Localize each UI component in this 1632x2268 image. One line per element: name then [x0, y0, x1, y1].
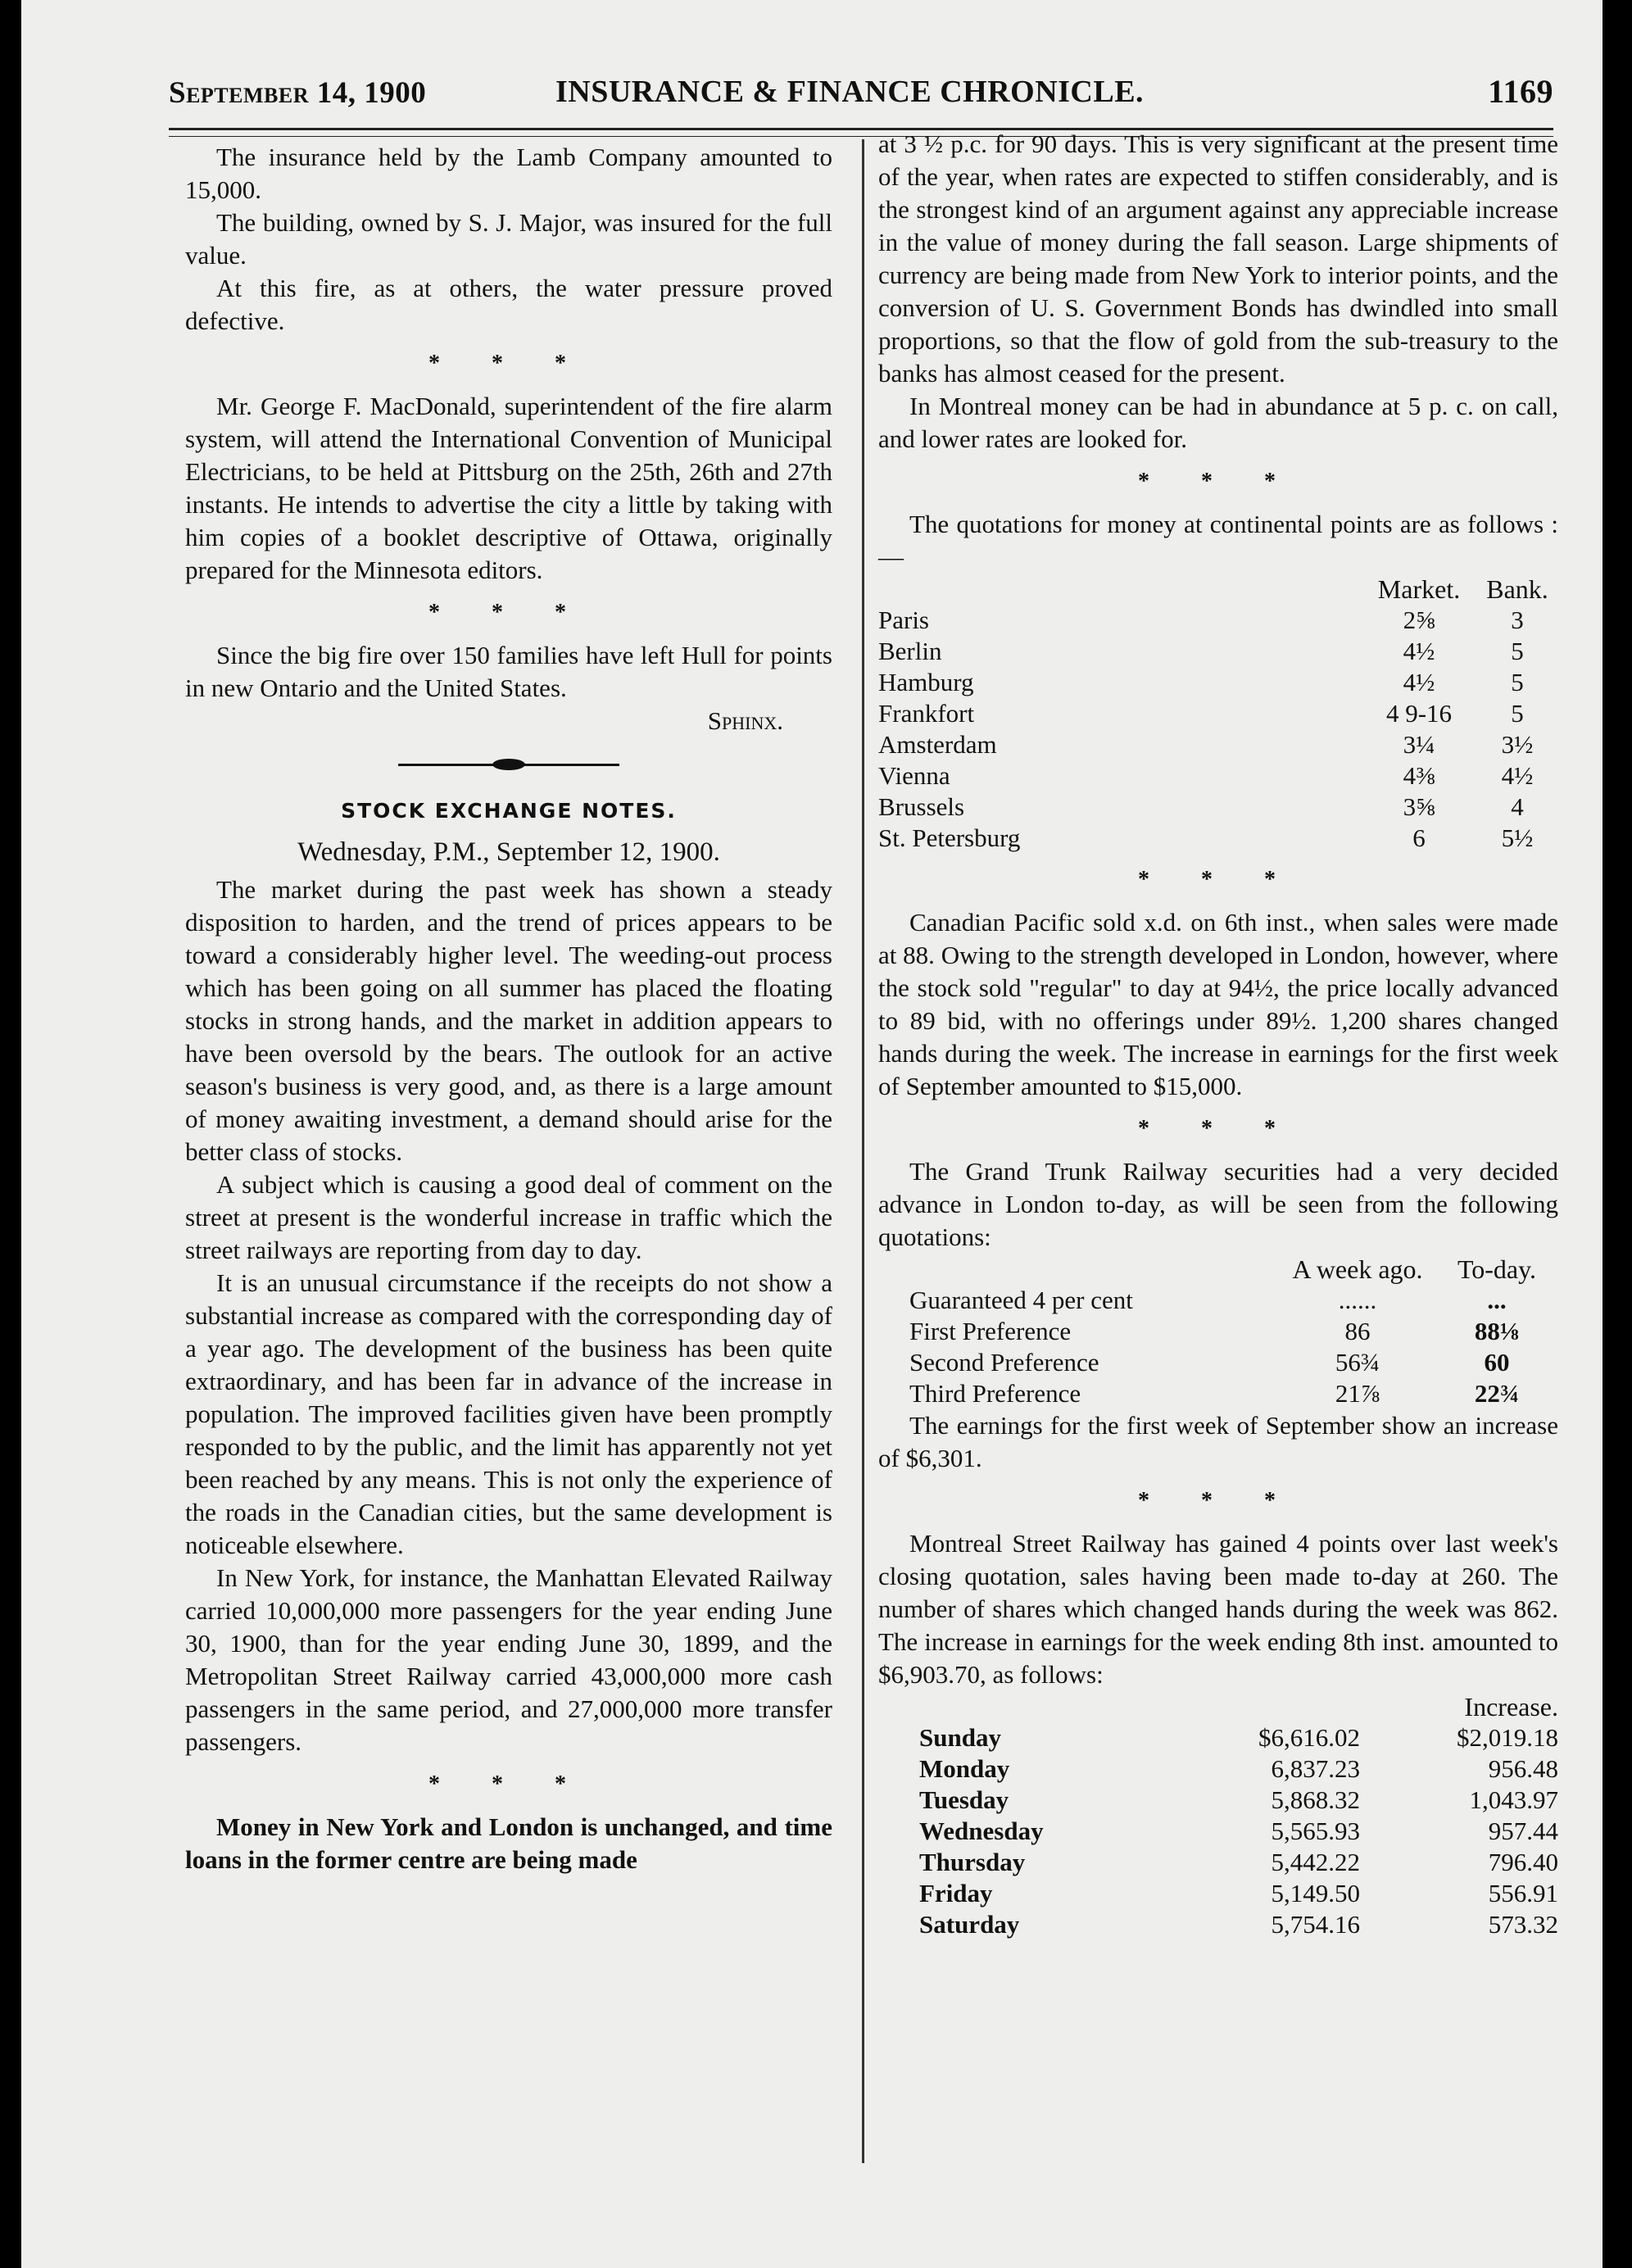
bank-rate: 3	[1511, 606, 1524, 634]
table-header-row	[909, 1254, 1558, 1285]
weekday: Thursday	[919, 1848, 1026, 1876]
paragraph: Since the big fire over 150 families have left Hull for points in new Ontario and the United States.	[185, 641, 832, 702]
week-ago-price: 21⅞	[1335, 1379, 1380, 1408]
earnings-increase: 573.32	[1488, 1910, 1558, 1939]
left-column	[185, 141, 832, 1876]
today-price: ...	[1487, 1286, 1507, 1314]
paragraph: at 3 ½ p.c. for 90 days. This is very significant at the present time of the year, when rates are expected to stiffen considerably, and is the strongest kind of an argument against any appreciable increase in the value of money during the fall season. Large shipments of currency are being made from New York to interior points, and the conversion of U. S. Government Bonds has dwindled into small proportions, so that the flow of gold from the sub-treasury to the banks has almost ceased for the present.	[878, 129, 1558, 388]
paragraph: The earnings for the first week of September show an increase of $6,301.	[878, 1411, 1558, 1472]
column-header: To-day.	[1457, 1254, 1537, 1284]
earnings-increase: $2,019.18	[1457, 1723, 1558, 1752]
security-name: Second Preference	[909, 1348, 1099, 1377]
bank-rate: 4	[1511, 792, 1524, 821]
section-separator: * * *	[428, 1771, 589, 1797]
table-row	[919, 1722, 1558, 1753]
money-rates-table	[878, 574, 1558, 854]
earnings-amount: 5,754.16	[1271, 1910, 1360, 1939]
weekday: Tuesday	[919, 1785, 1009, 1814]
table-row	[878, 605, 1558, 636]
earnings-increase: 956.48	[1488, 1754, 1558, 1783]
section-separator: * * *	[428, 351, 589, 376]
place-name: Paris	[878, 606, 929, 634]
market-rate: 2⅝	[1403, 606, 1435, 634]
earnings-table	[919, 1691, 1558, 1940]
running-header	[21, 67, 1603, 116]
place-name: St. Petersburg	[878, 823, 1021, 852]
column-divider	[862, 139, 864, 2163]
paragraph: The Grand Trunk Railway securities had a very decided advance in London to-day, as will be seen from the following quotations:	[878, 1157, 1558, 1251]
page	[21, 0, 1603, 2268]
market-rate: 4½	[1403, 637, 1435, 665]
market-rate: 4⅜	[1403, 761, 1435, 790]
publication-title: INSURANCE & FINANCE CHRONICLE.	[555, 75, 1145, 109]
table-row	[878, 792, 1558, 823]
section-separator: * * *	[1138, 1116, 1299, 1141]
paragraph: The quotations for money at continental points are as follows :—	[878, 510, 1558, 571]
paragraph: In New York, for instance, the Manhattan Elevated Railway carried 10,000,000 more passengers for the year ending June 30, 1900, than for the year ending June 30, 1899, and the Metropolitan Street Railway carried 43,000,000 more cash passengers in the same period, and 27,000,000 more transfer passengers.	[185, 1563, 832, 1756]
table-row	[919, 1909, 1558, 1940]
place-name: Amsterdam	[878, 730, 997, 759]
weekday: Friday	[919, 1879, 993, 1907]
week-ago-price: 86	[1344, 1317, 1371, 1345]
place-name: Vienna	[878, 761, 950, 790]
table-row	[878, 760, 1558, 792]
table-row	[878, 823, 1558, 854]
bank-rate: 5	[1511, 637, 1524, 665]
earnings-increase: 796.40	[1488, 1848, 1558, 1876]
paragraph: Mr. George F. MacDonald, superintendent of the fire alarm system, will attend the International Convention of Municipal Electricians, to be held at Pittsburg on the 25th, 26th and 27th instants. He intends to advertise the city a little by taking with him copies of a booklet descriptive of Ottawa, originally prepared for the Minnesota editors.	[185, 392, 832, 584]
paragraph: The market during the past week has shown a steady disposition to harden, and the trend of prices appears to be toward a considerably higher level. The weeding-out process which has been going on all summer has placed the floating stocks in strong hands, and the market in addition appears to have been oversold by the bears. The outlook for an active season's business is very good, and, as there is a large amount of money awaiting investment, a demand should arise for the better class of stocks.	[185, 875, 832, 1166]
table-row	[878, 636, 1558, 667]
section-separator: * * *	[428, 600, 589, 625]
signature: Sphinx.	[707, 706, 783, 735]
issue-date: September 14, 1900	[169, 76, 427, 110]
bank-rate: 5	[1511, 668, 1524, 696]
table-row	[909, 1347, 1558, 1378]
bank-rate: 5	[1511, 699, 1524, 728]
paragraph: The insurance held by the Lamb Company amounted to 15,000.	[185, 143, 832, 204]
market-rate: 4 9-16	[1385, 699, 1453, 728]
table-header-row	[919, 1691, 1558, 1722]
table-row	[909, 1378, 1558, 1409]
earnings-amount: 5,565.93	[1271, 1817, 1360, 1845]
table-row	[919, 1878, 1558, 1909]
column-header: Increase.	[1464, 1692, 1558, 1721]
market-rate: 3¼	[1403, 730, 1435, 759]
market-rate: 4½	[1403, 668, 1435, 696]
table-row	[909, 1316, 1558, 1347]
place-name: Hamburg	[878, 668, 974, 696]
weekday: Sunday	[919, 1723, 1001, 1752]
table-header-row	[878, 574, 1558, 605]
section-title: STOCK EXCHANGE NOTES.	[341, 799, 677, 823]
earnings-amount: 6,837.23	[1271, 1754, 1360, 1783]
place-name: Berlin	[878, 637, 942, 665]
weekday: Monday	[919, 1754, 1010, 1783]
earnings-increase: 957.44	[1488, 1817, 1558, 1845]
earnings-increase: 1,043.97	[1469, 1785, 1558, 1814]
column-header: Market.	[1377, 574, 1461, 604]
security-name: First Preference	[909, 1317, 1072, 1345]
earnings-amount: 5,442.22	[1271, 1848, 1360, 1876]
earnings-amount: 5,149.50	[1271, 1879, 1360, 1907]
paragraph: Canadian Pacific sold x.d. on 6th inst., when sales were made at 88. Owing to the strength developed in London, however, where the stock sold "regular" to day at 94½, the price locally advanced to 89 bid, with no offerings under 89½. 1,200 shares changed hands during the week. The increase in earnings for the first week of September amounted to $15,000.	[878, 908, 1558, 1100]
dateline: Wednesday, P.M., September 12, 1900.	[297, 837, 720, 867]
bank-rate: 4½	[1501, 761, 1534, 790]
today-price: 22¾	[1474, 1379, 1520, 1408]
grand-trunk-table	[909, 1254, 1558, 1409]
paragraph: Money in New York and London is unchanged, and time loans in the former centre are being made	[185, 1812, 832, 1874]
table-row	[878, 667, 1558, 698]
today-price: 60	[1484, 1348, 1510, 1377]
bank-rate: 5½	[1501, 823, 1534, 852]
week-ago-price: 56¾	[1335, 1348, 1380, 1377]
paragraph: At this fire, as at others, the water pressure proved defective.	[185, 274, 832, 335]
section-separator: * * *	[1138, 1488, 1299, 1513]
section-separator: * * *	[1138, 469, 1299, 494]
table-row	[878, 698, 1558, 729]
security-name: Third Preference	[909, 1379, 1081, 1408]
market-rate: 3⅝	[1403, 792, 1435, 821]
week-ago-price: ......	[1338, 1286, 1377, 1314]
paragraph: In Montreal money can be had in abundance at 5 p. c. on call, and lower rates are looked for.	[878, 392, 1558, 453]
weekday: Saturday	[919, 1910, 1020, 1939]
place-name: Brussels	[878, 792, 965, 821]
section-separator: * * *	[1138, 867, 1299, 892]
earnings-increase: 556.91	[1488, 1879, 1558, 1907]
security-name: Guaranteed 4 per cent	[909, 1286, 1133, 1314]
place-name: Frankfort	[878, 699, 975, 728]
page-number: 1169	[1488, 73, 1553, 110]
earnings-amount: $6,616.02	[1258, 1723, 1360, 1752]
column-header: Bank.	[1486, 574, 1548, 604]
table-row	[919, 1816, 1558, 1847]
table-row	[919, 1785, 1558, 1816]
market-rate: 6	[1412, 823, 1426, 852]
column-header: A week ago.	[1292, 1254, 1423, 1284]
table-row	[909, 1285, 1558, 1316]
ornament-rule	[398, 759, 619, 770]
table-row	[878, 729, 1558, 760]
right-column	[878, 128, 1558, 1940]
paragraph: A subject which is causing a good deal of comment on the street at present is the wonderful increase in traffic which the street railways are reporting from day to day.	[185, 1170, 832, 1264]
table-row	[919, 1753, 1558, 1785]
earnings-amount: 5,868.32	[1271, 1785, 1360, 1814]
today-price: 88⅛	[1474, 1317, 1520, 1345]
paragraph: The building, owned by S. J. Major, was insured for the full value.	[185, 208, 832, 270]
paragraph: Montreal Street Railway has gained 4 points over last week's closing quotation, sales having been made to-day at 260. The number of shares which changed hands during the week was 862. The increase in earnings for the week ending 8th inst. amounted to $6,903.70, as follows:	[878, 1529, 1558, 1689]
table-row	[919, 1847, 1558, 1878]
bank-rate: 3½	[1501, 730, 1534, 759]
paragraph: It is an unusual circumstance if the receipts do not show a substantial increase as compared with the corresponding day of a year ago. The development of the business has been quite extraordinary, and has been far in advance of the increase in population. The improved facilities given have been promptly responded to by the public, and the limit has apparently not yet been reached by any means. This is not only the experience of the roads in the Canadian cities, but the same development is noticeable elsewhere.	[185, 1268, 832, 1559]
weekday: Wednesday	[919, 1817, 1044, 1845]
